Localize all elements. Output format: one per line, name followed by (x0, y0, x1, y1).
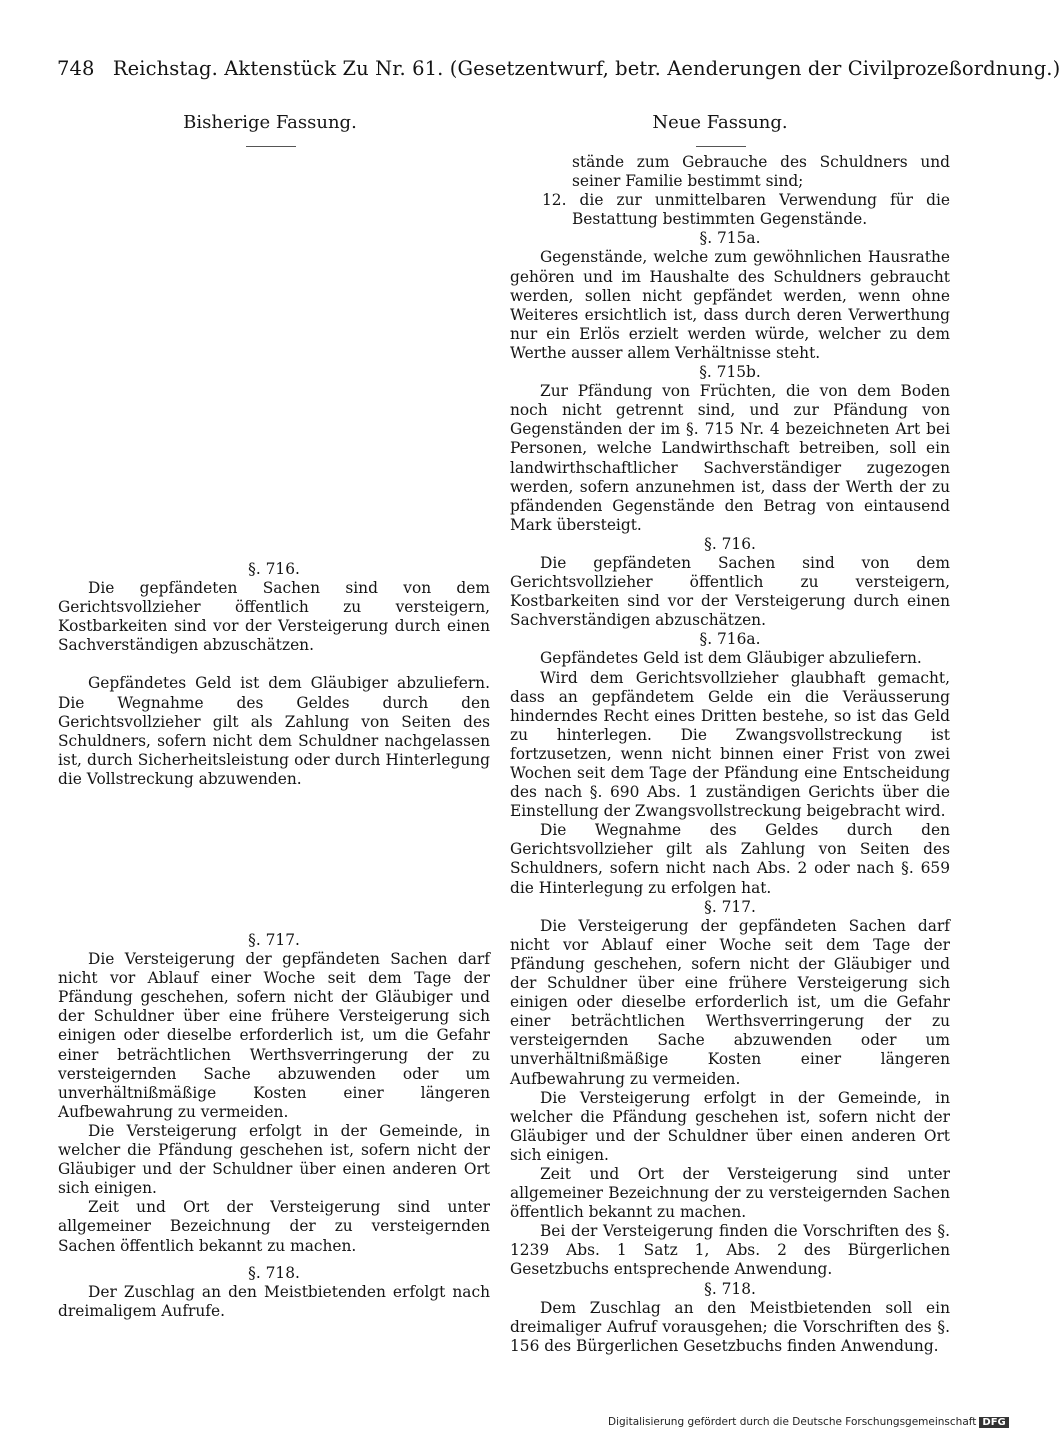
paragraph: Zeit und Ort der Versteigerung sind unter allgemeiner Bezeichnung der zu versteigernden Sachen öffentlich bekannt zu machen. (510, 1164, 950, 1222)
list-number: 12. (542, 191, 567, 210)
list-text: die zur unmittelbaren Verwendung für die Bestattung bestimmten Gegenstände. (572, 191, 950, 229)
section-heading: §. 718. (248, 1264, 300, 1282)
paragraph: Dem Zuschlag an den Meistbietenden soll ein dreimaliger Aufruf vorausgehen; die Vorschriften des §. 156 des Bürgerlichen Gesetzbuchs finden Anwendung. (510, 1298, 950, 1355)
paragraph: Die Versteigerung erfolgt in der Gemeinde, in welcher die Pfändung geschehen ist, sofern nicht der Gläubiger und der Schuldner über einen anderen Ort sich einigen. (58, 1121, 490, 1198)
paragraph: Die Versteigerung erfolgt in der Gemeinde, in welcher die Pfändung geschehen ist, sofern nicht der Gläubiger und der Schuldner über einen anderen Ort sich einigen. (510, 1088, 950, 1164)
section-heading: §. 717. (704, 897, 756, 916)
left-section-718 (58, 1264, 490, 1321)
section-heading: §. 716a. (699, 630, 761, 649)
left-section-716 (58, 560, 490, 789)
paragraph: Die Wegnahme des Geldes durch den Gerichtsvollzieher gilt als Zahlung von Seiten des Schuldners, sofern nicht nach Abs. 2 oder nach §. 659 die Hinterlegung zu erfolgen hat. (510, 821, 950, 897)
paragraph: Zur Pfändung von Früchten, die von dem Boden noch nicht getrennt sind, und zur Pfändung von Gegenständen der im §. 715 Nr. 4 bezeichneten Art bei Personen, welche Landwirthschaft betreiben, soll ein landwirthschaftlicher Sachverständiger zugezogen werden, sofern anzunehmen ist, dass der Werth der zu pfändenden Gegenstände den Betrag von eintausend Mark übersteigt. (510, 382, 950, 534)
right-column (510, 153, 950, 1356)
right-column-title: Neue Fassung. (652, 112, 788, 133)
paragraph: Bei der Versteigerung finden die Vorschriften des §. 1239 Abs. 1 Satz 1, Abs. 2 des Bürgerlichen Gesetzbuchs entsprechende Anwendung. (510, 1222, 950, 1279)
paragraph: Gepfändetes Geld ist dem Gläubiger abzuliefern. (540, 649, 922, 668)
list-item-12 (510, 191, 950, 229)
footer-credit (608, 1416, 1009, 1428)
page-header (57, 57, 1060, 80)
page-number: 748 (57, 57, 95, 80)
paragraph: Zeit und Ort der Versteigerung sind unter allgemeiner Bezeichnung der zu versteigernden Sachen öffentlich bekannt zu machen. (58, 1198, 490, 1255)
list-continuation: stände zum Gebrauche des Schuldners und seiner Familie bestimmt sind; (572, 153, 950, 191)
section-heading: §. 718. (704, 1279, 756, 1298)
section-heading: §. 716. (704, 534, 756, 553)
right-title-rule (696, 146, 746, 147)
left-title-rule (246, 146, 296, 147)
section-heading: §. 715b. (699, 363, 761, 382)
header-title: Reichstag. Aktenstück Zu Nr. 61. (Gesetzentwurf, betr. Aenderungen der Civilprozeßordnung.) (112, 57, 1060, 80)
paragraph: Gepfändetes Geld ist dem Gläubiger abzuliefern. Die Wegnahme des Geldes durch den Gerichtsvollzieher gilt als Zahlung von Seiten des Schuldners, sofern nicht dem Schuldner nachgelassen ist, durch Sicherheitsleistung oder durch Hinterlegung die Vollstreckung abzuwenden. (58, 674, 490, 788)
section-heading: §. 717. (248, 931, 300, 949)
paragraph: Der Zuschlag an den Meistbietenden erfolgt nach dreimaligem Aufrufe. (58, 1283, 490, 1321)
paragraph: Gegenstände, welche zum gewöhnlichen Hausrathe gehören und im Haushalte des Schuldners gebraucht werden, sollen nicht gepfändet werden, wenn ohne Weiteres ersichtlich ist, dass durch deren Verwerthung nur ein Erlös erzielt werden würde, welcher zu dem Werthe ausser allem Verhältnisse steht. (510, 248, 950, 362)
left-section-717 (58, 931, 490, 1256)
dfg-logo: DFG (979, 1417, 1008, 1428)
paragraph: Die gepfändeten Sachen sind von dem Gerichtsvollzieher öffentlich zu versteigern, Kostbarkeiten sind vor der Versteigerung durch einen Sachverständigen abzuschätzen. (58, 579, 490, 655)
left-column-title: Bisherige Fassung. (183, 112, 357, 133)
section-heading: §. 716. (248, 560, 300, 578)
section-heading: §. 715a. (699, 229, 761, 248)
paragraph: Die gepfändeten Sachen sind von dem Gerichtsvollzieher öffentlich zu versteigern, Kostbarkeiten sind vor der Versteigerung durch einen Sachverständigen abzuschätzen. (510, 553, 950, 630)
paragraph: Die Versteigerung der gepfändeten Sachen darf nicht vor Ablauf einer Woche seit dem Tage der Pfändung geschehen, sofern nicht der Gläubiger und der Schuldner über eine frühere Versteigerung sich einigen oder dieselbe erforderlich ist, um die Gefahr einer beträchtlichen Werthsverringerung der zu versteigernden Sache abzuwenden oder um unverhältnißmäßige Kosten einer längeren Aufbewahrung zu vermeiden. (58, 950, 490, 1121)
footer-text: Digitalisierung gefördert durch die Deutsche Forschungsgemeinschaft (608, 1416, 977, 1428)
paragraph: Die Versteigerung der gepfändeten Sachen darf nicht vor Ablauf einer Woche seit dem Tage der Pfändung geschehen, sofern nicht der Gläubiger und der Schuldner über eine frühere Versteigerung sich einigen oder dieselbe erforderlich ist, um die Gefahr einer beträchtlichen Werthsverringerung der zu versteigernden Sache abzuwenden oder um unverhältnißmäßige Kosten einer längeren Aufbewahrung zu vermeiden. (510, 916, 950, 1088)
paragraph: Wird dem Gerichtsvollzieher glaubhaft gemacht, dass an gepfändetem Gelde ein die Veräusserung hinderndes Recht eines Dritten bestehe, so ist das Geld zu hinterlegen. Die Zwangsvollstreckung ist fortzusetzen, wenn nicht binnen einer Frist von zwei Wochen seit dem Tage der Pfändung eine Entscheidung des nach §. 690 Abs. 1 zuständigen Gerichts über die Einstellung der Zwangsvollstreckung beigebracht wird. (510, 668, 950, 821)
